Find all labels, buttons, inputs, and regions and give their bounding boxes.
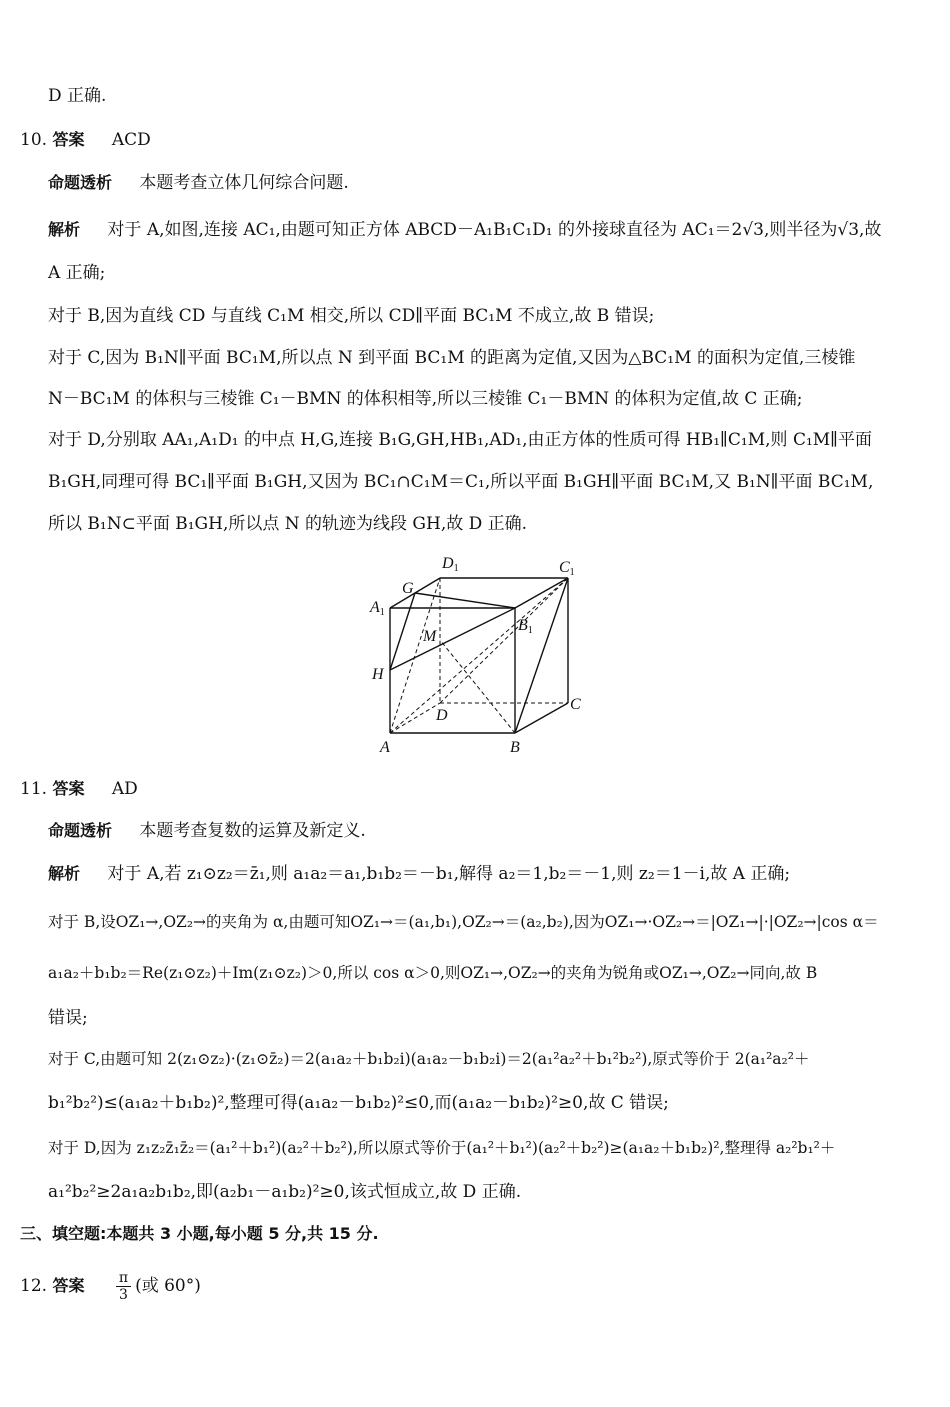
text-line: 对于 C,因为 B₁N∥平面 BC₁M,所以点 N 到平面 BC₁M 的距离为定值,又因为△BC₁M 的面积为定值,三棱锥 (48, 348, 856, 368)
label-g: G (402, 580, 414, 597)
section-title: 三、填空题:本题共 3 小题,每小题 5 分,共 15 分. (20, 1224, 379, 1243)
answer-label: 答案 (52, 1276, 85, 1295)
fraction-denominator: 3 (119, 1287, 128, 1303)
label-d1: D1 (442, 555, 459, 574)
text-line: 对于 B,设OZ₁→,OZ₂→的夹角为 α,由题可知OZ₁→＝(a₁,b₁),OZ₂→＝(a₂,b₂),因为OZ₁→·OZ₂→＝|OZ₁→|·|OZ₂→|cos α＝ (48, 913, 879, 931)
edge-bc (515, 703, 568, 733)
answer-value: ACD (111, 130, 151, 150)
text-line: 对于 D,分别取 AA₁,A₁D₁ 的中点 H,G,连接 B₁G,GH,HB₁,AD₁,由正方体的性质可得 HB₁∥C₁M,则 C₁M∥平面 (48, 430, 873, 450)
question-number: 11. (20, 779, 48, 799)
label-a: A (380, 739, 390, 756)
intent-text: 本题考查复数的运算及新定义. (139, 821, 366, 841)
label-c: C (570, 696, 581, 713)
text-line: 所以 B₁N⊂平面 B₁GH,所以点 N 的轨迹为线段 GH,故 D 正确. (48, 514, 528, 534)
intent-row (48, 171, 349, 195)
analysis-row (48, 218, 881, 242)
label-m: M (423, 628, 437, 645)
section-heading (20, 1222, 379, 1246)
answer-row-11 (20, 777, 138, 801)
label-b1: B1 (518, 617, 533, 636)
text-line: 错误; (48, 1008, 88, 1028)
intent-text: 本题考查立体几何综合问题. (139, 173, 349, 193)
answer-label: 答案 (52, 779, 85, 798)
text-line: N－BC₁M 的体积与三棱锥 C₁－BMN 的体积相等,所以三棱锥 C₁－BMN 的体积为定值,故 C 正确; (48, 389, 803, 409)
hidden-segment-bm (440, 640, 515, 733)
answer-row-12 (20, 1270, 201, 1303)
segment-gh (390, 593, 415, 670)
label-c1: C1 (559, 559, 575, 578)
fraction (116, 1270, 131, 1303)
label-d: D (436, 707, 448, 724)
intent-label: 命题透析 (48, 821, 113, 840)
label-a1: A1 (370, 599, 385, 618)
analysis-row (48, 862, 790, 886)
text-line: a₁a₂＋b₁b₂＝Re(z₁⊙z₂)＋Im(z₁⊙z₂)＞0,所以 cos α＞0,则OZ₁→,OZ₂→的夹角为锐角或OZ₁→,OZ₂→同向,故 B (48, 964, 818, 982)
answer-row-10 (20, 128, 151, 152)
analysis-text: 对于 A,若 z₁⊙z₂＝z̄₁,则 a₁a₂＝a₁,b₁b₂＝－b₁,解得 a₂＝1,b₂＝－1,则 z₂＝1－i,故 A 正确; (107, 864, 791, 884)
text-line: b₁²b₂²)≤(a₁a₂＋b₁b₂)²,整理可得(a₁a₂－b₁b₂)²≤0,而(a₁a₂－b₁b₂)²≥0,故 C 错误; (48, 1093, 669, 1113)
answer-value: (或 60°) (135, 1276, 201, 1296)
answer-value: AD (111, 779, 138, 799)
question-number: 10. (20, 130, 48, 150)
text-line: B₁GH,同理可得 BC₁∥平面 B₁GH,又因为 BC₁∩C₁M＝C₁,所以平面 B₁GH∥平面 BC₁M,又 B₁N∥平面 BC₁M, (48, 472, 874, 492)
analysis-text: 对于 A,如图,连接 AC₁,由题可知正方体 ABCD－A₁B₁C₁D₁ 的外接球直径为 AC₁＝2√3,则半径为√3,故 (107, 220, 882, 240)
cube-figure (360, 548, 590, 758)
intent-label: 命题透析 (48, 173, 113, 192)
segment-hb1 (390, 608, 515, 670)
question-number: 12. (20, 1276, 48, 1296)
text-line: A 正确; (48, 263, 106, 283)
hidden-segment-dc1 (440, 578, 568, 703)
text-line: D 正确. (48, 86, 107, 106)
text-line: 对于 B,因为直线 CD 与直线 C₁M 相交,所以 CD∥平面 BC₁M 不成立,故 B 错误; (48, 306, 655, 326)
analysis-label: 解析 (48, 864, 81, 883)
fraction-numerator: π (116, 1270, 131, 1287)
text-line: 对于 D,因为 z₁z₂z̄₁z̄₂＝(a₁²＋b₁²)(a₂²＋b₂²),所以原式等价于(a₁²＋b₁²)(a₂²＋b₂²)≥(a₁a₂＋b₁b₂)²,整理得 a₂²b₁²＋ (48, 1139, 836, 1157)
hidden-edge-ad (390, 703, 440, 733)
analysis-label: 解析 (48, 220, 81, 239)
label-h: H (372, 666, 384, 683)
segment-bc1 (515, 578, 568, 733)
text-line: 对于 C,由题可知 2(z₁⊙z₂)·(z₁⊙z̄₂)＝2(a₁a₂＋b₁b₂i)(a₁a₂－b₁b₂i)＝2(a₁²a₂²＋b₁²b₂²),原式等价于 2(a₁²a₂²＋ (48, 1050, 810, 1068)
segment-gb1 (415, 593, 515, 608)
hidden-segment-ad1 (390, 578, 440, 733)
intent-row (48, 819, 366, 843)
answer-label: 答案 (52, 130, 85, 149)
text-line: a₁²b₂²≥2a₁a₂b₁b₂,即(a₂b₁－a₁b₂)²≥0,该式恒成立,故 D 正确. (48, 1182, 522, 1202)
label-b: B (510, 739, 520, 756)
